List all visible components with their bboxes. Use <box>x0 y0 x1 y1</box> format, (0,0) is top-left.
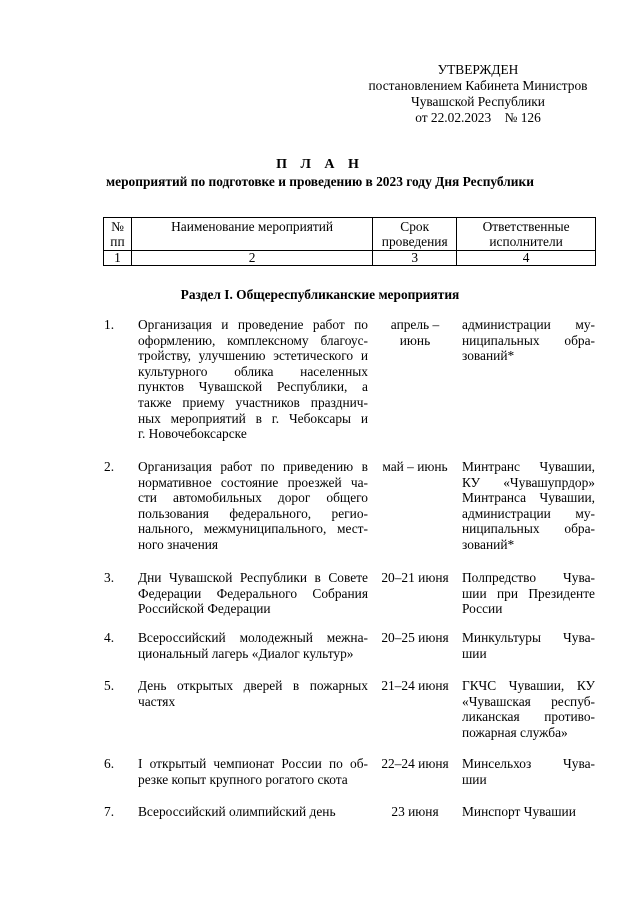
row-number: 4. <box>104 630 115 645</box>
event-term <box>376 317 454 348</box>
header-number-line2: пп <box>110 234 125 249</box>
column-number-3: 3 <box>373 251 457 266</box>
row-number: 1. <box>104 317 115 332</box>
event-term-line: 20–25 июня <box>381 630 449 645</box>
section-title: Раздел I. Общереспубликанские мероприятия <box>180 287 460 302</box>
table-header <box>103 217 596 266</box>
event-responsible-line: шии при Президенте <box>462 585 595 601</box>
event-name-line: Организация работ по приведению в <box>138 459 368 474</box>
event-name <box>138 804 368 820</box>
header-name <box>131 218 372 251</box>
event-responsible <box>462 570 595 617</box>
plan-heading: П Л А Н <box>276 157 364 172</box>
event-name-line: пунктов Чувашской Республики, а <box>138 379 368 395</box>
event-responsible-line: Минсельхоз Чува- <box>462 756 595 771</box>
event-responsible-line: зований* <box>462 348 515 364</box>
event-responsible-line: шии <box>462 645 487 661</box>
row-number: 2. <box>104 459 115 474</box>
approval-republic: Чувашской Республики <box>411 94 545 109</box>
event-name-line: также приему участников празднич- <box>138 394 368 410</box>
column-number-2: 2 <box>131 251 372 266</box>
event-name <box>138 459 368 553</box>
approval-stamp <box>360 62 596 126</box>
event-term-line: 21–24 июня <box>381 678 449 693</box>
event-responsible-line: шии <box>462 771 487 787</box>
event-name-line: сти автомобильных дорог общего <box>138 490 368 506</box>
event-term-line: 23 июня <box>391 804 439 819</box>
event-name-line: Дни Чувашской Республики в Совете <box>138 570 368 585</box>
event-responsible-line: зований* <box>462 536 515 552</box>
event-name <box>138 570 368 617</box>
event-name-line: пользования федерального, регио- <box>138 505 368 521</box>
event-term <box>376 804 454 820</box>
header-responsible-line2: исполнители <box>489 234 563 249</box>
approval-by: постановлением Кабинета Министров <box>368 78 588 93</box>
event-responsible-line: ниципальных обра- <box>462 332 595 348</box>
event-name <box>138 317 368 442</box>
header-responsible-line1: Ответственные <box>482 219 570 234</box>
event-term-line: 22–24 июня <box>381 756 449 771</box>
header-responsible <box>457 218 596 251</box>
event-term-line: апрель – <box>390 317 440 332</box>
event-responsible-line: ликанская противо- <box>462 709 595 725</box>
event-name-line: ных мероприятий в г. Чебоксары и <box>138 410 368 426</box>
column-number-4: 4 <box>457 251 596 266</box>
event-responsible-line: Минкультуры Чува- <box>462 630 595 645</box>
column-number-1: 1 <box>104 251 132 266</box>
event-responsible-line: администрации му- <box>462 505 595 521</box>
event-responsible-line: «Чувашская респуб- <box>462 693 595 709</box>
event-name-line: циональный лагерь «Диалог культур» <box>138 645 354 661</box>
event-responsible-line: ГКЧС Чувашии, КУ <box>462 678 595 693</box>
event-responsible-line: администрации му- <box>462 317 595 332</box>
event-responsible <box>462 678 595 740</box>
event-responsible-line: пожарная служба» <box>462 724 568 740</box>
event-name-line: оформлению, комплексному благоус- <box>138 332 368 348</box>
event-name-line: День открытых дверей в пожарных <box>138 678 368 693</box>
event-responsible-line: Минтранс Чувашии, <box>462 459 595 474</box>
event-name-line: культурного облика населенных <box>138 363 368 379</box>
event-term <box>376 630 454 646</box>
event-name-line: Организация и проведение работ по <box>138 317 368 332</box>
event-name <box>138 678 368 709</box>
column-numbers-row <box>104 251 596 266</box>
event-name-line: I открытый чемпионат России по об- <box>138 756 368 771</box>
event-responsible <box>462 804 595 820</box>
header-number-line1: № <box>111 219 124 234</box>
event-responsible-line: КУ «Чувашупрдор» <box>462 474 595 490</box>
row-number: 7. <box>104 804 115 819</box>
event-responsible-line: Минспорт Чувашии <box>462 804 576 819</box>
approval-date-number: от 22.02.2023 № 126 <box>415 110 541 125</box>
event-responsible-line: России <box>462 601 503 617</box>
event-responsible <box>462 630 595 661</box>
event-term-line: июнь <box>399 332 431 348</box>
row-number: 6. <box>104 756 115 771</box>
event-name-line: ного значения <box>138 536 219 552</box>
row-number: 3. <box>104 570 115 585</box>
header-row <box>104 218 596 251</box>
event-name-line: Всероссийский молодежный межна- <box>138 630 368 645</box>
event-responsible <box>462 459 595 553</box>
event-name-line: резке копыт крупного рогатого скота <box>138 771 348 787</box>
event-term-line: 20–21 июня <box>381 570 449 585</box>
header-number <box>104 218 132 251</box>
event-name <box>138 630 368 661</box>
event-term <box>376 678 454 694</box>
event-responsible <box>462 756 595 787</box>
event-name-line: г. Новочебоксарске <box>138 426 247 442</box>
event-term <box>376 459 454 475</box>
event-responsible <box>462 317 595 364</box>
approval-title: УТВЕРЖДЕН <box>437 62 519 77</box>
event-term-line: май – июнь <box>382 459 448 474</box>
event-responsible-line: ниципальных обра- <box>462 521 595 537</box>
event-name-line: Всероссийский олимпийский день <box>138 804 336 819</box>
header-term-line1: Срок <box>400 219 430 234</box>
event-term <box>376 570 454 586</box>
header-term <box>373 218 457 251</box>
plan-subtitle: мероприятий по подготовке и проведению в 2023 году Дня Республики <box>106 174 534 189</box>
document-title <box>0 156 640 190</box>
event-responsible-line: Минтранса Чувашии, <box>462 490 595 506</box>
header-term-line2: проведения <box>381 234 448 249</box>
header-name-text: Наименование мероприятий <box>171 219 334 234</box>
event-name-line: нормативное состояние проезжей ча- <box>138 474 368 490</box>
event-name <box>138 756 368 787</box>
event-name-line: Российской Федерации <box>138 601 271 617</box>
event-name-line: частях <box>138 693 176 709</box>
event-responsible-line: Полпредство Чува- <box>462 570 595 585</box>
event-term <box>376 756 454 772</box>
row-number: 5. <box>104 678 115 693</box>
event-name-line: Федерации Федерального Собрания <box>138 585 368 601</box>
event-name-line: тройству, улучшению эстетического и <box>138 348 368 364</box>
event-name-line: нального, межмуниципального, мест- <box>138 521 368 537</box>
